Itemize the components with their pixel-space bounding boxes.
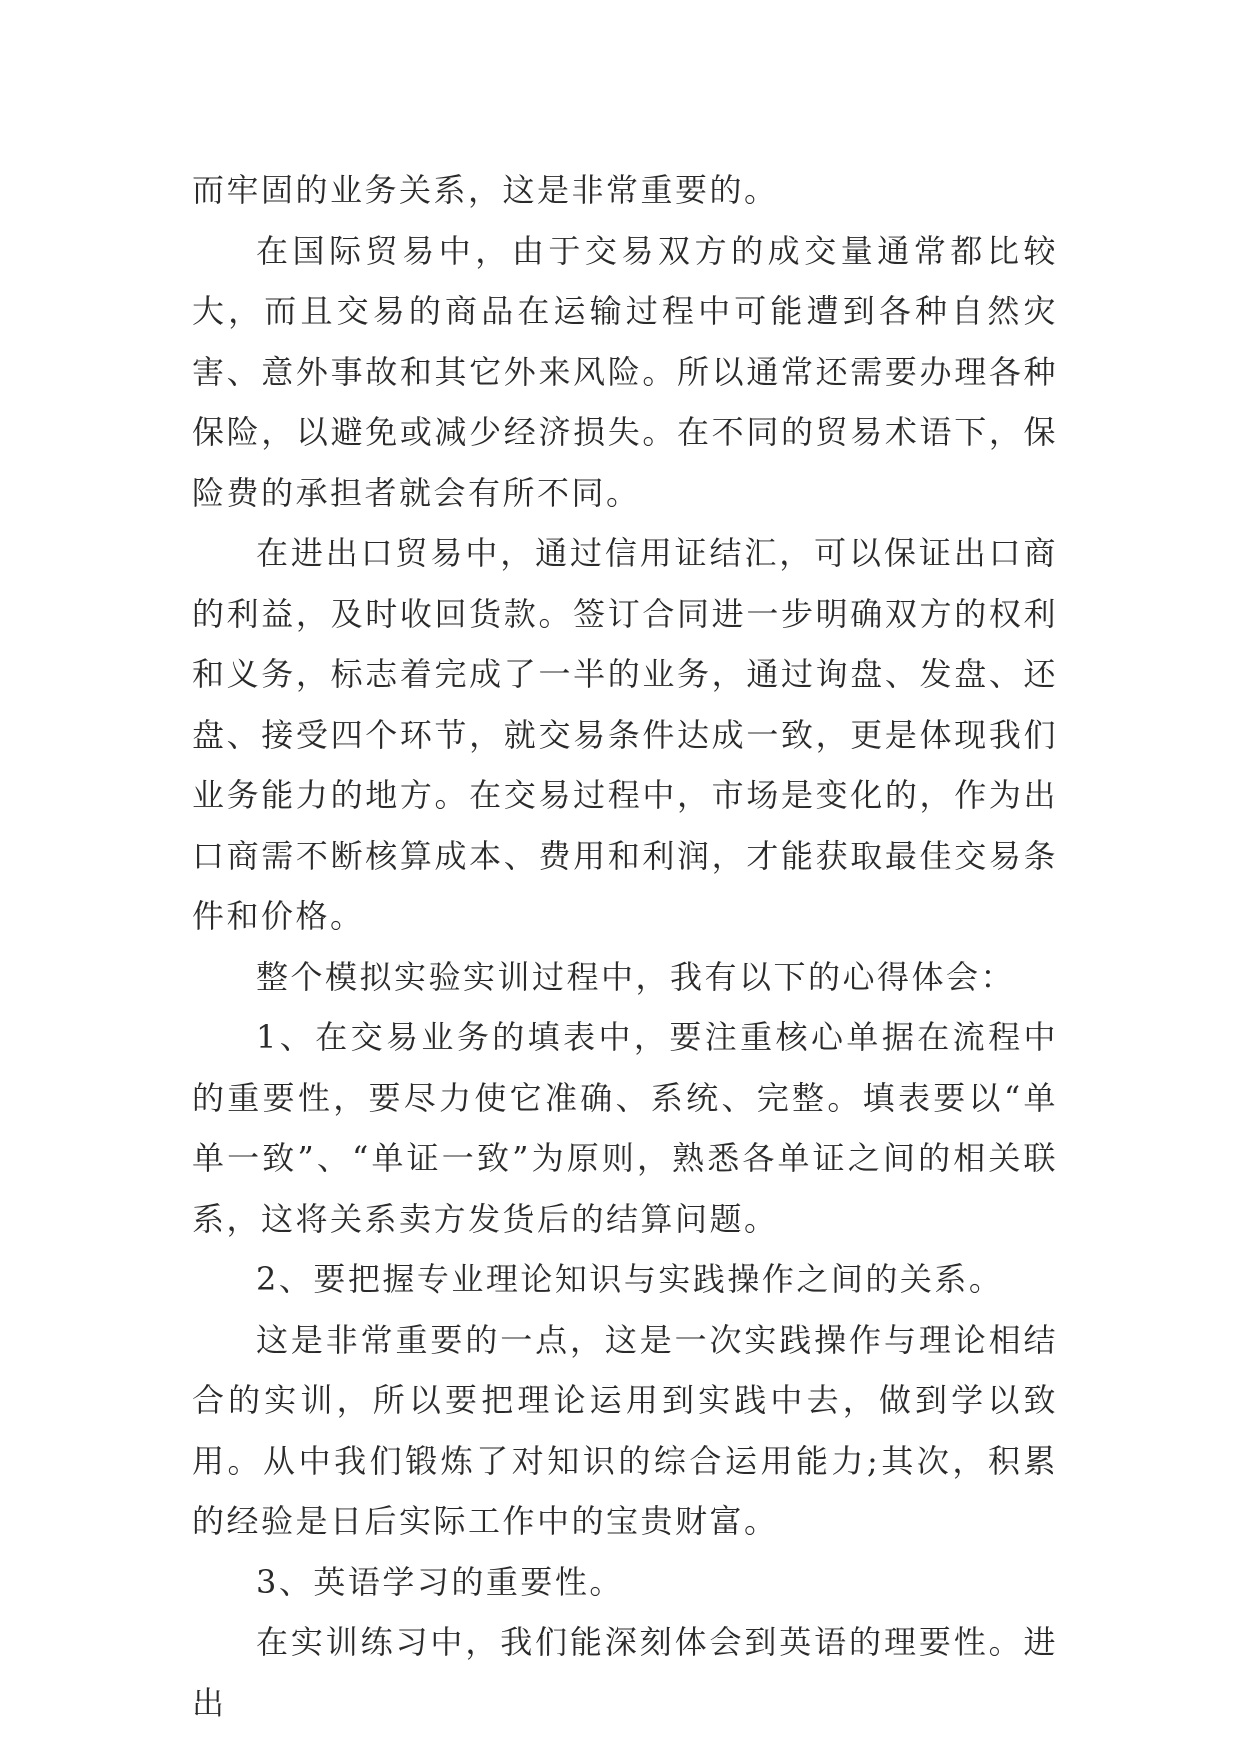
paragraph-letter-of-credit: 在进出口贸易中，通过信用证结汇，可以保证出口商的利益，及时收回货款。签订合同进一步明确双方的权利和义务，标志着完成了一半的业务，通过询盘、发盘、还盘、接受四个环节，就交易条件达成一致，更是体现我们业务能力的地方。在交易过程中，市场是变化的，作为出口商需不断核算成本、费用和利润，才能获取最佳交易条件和价格。 — [192, 534, 1058, 935]
paragraph-insurance: 在国际贸易中，由于交易双方的成交量通常都比较大，而且交易的商品在运输过程中可能遭到各种自然灾害、意外事故和其它外来风险。所以通常还需要办理各种保险，以避免或减少经济损失。在不同的贸易术语下，保险费的承担者就会有所不同。 — [192, 231, 1058, 512]
paragraph-theory-practice: 这是非常重要的一点，这是一次实践操作与理论相结合的实训，所以要把理论运用到实践中去，做到学以致用。从中我们锻炼了对知识的综合运用能力;其次，积累的经验是日后实际工作中的宝贵财富。 — [192, 1320, 1058, 1540]
paragraph-continuation: 而牢固的业务关系，这是非常重要的。 — [192, 171, 779, 209]
document-body — [192, 160, 1058, 1733]
paragraph-point-1: 1、在交易业务的填表中，要注重核心单据在流程中的重要性，要尽力使它准确、系统、完整。填表要以“单单一致”、“单证一致”为原则，熟悉各单证之间的相关联系，这将关系卖方发货后的结算问题。 — [192, 1018, 1058, 1238]
paragraph-point-3: 3、英语学习的重要性。 — [256, 1562, 624, 1601]
paragraph-point-2: 2、要把握专业理论知识与实践操作之间的关系。 — [256, 1260, 1004, 1298]
paragraph-summary-intro: 整个模拟实验实训过程中，我有以下的心得体会： — [256, 957, 1016, 996]
paragraph-english: 在实训练习中，我们能深刻体会到英语的理要性。进出 — [192, 1623, 1058, 1722]
